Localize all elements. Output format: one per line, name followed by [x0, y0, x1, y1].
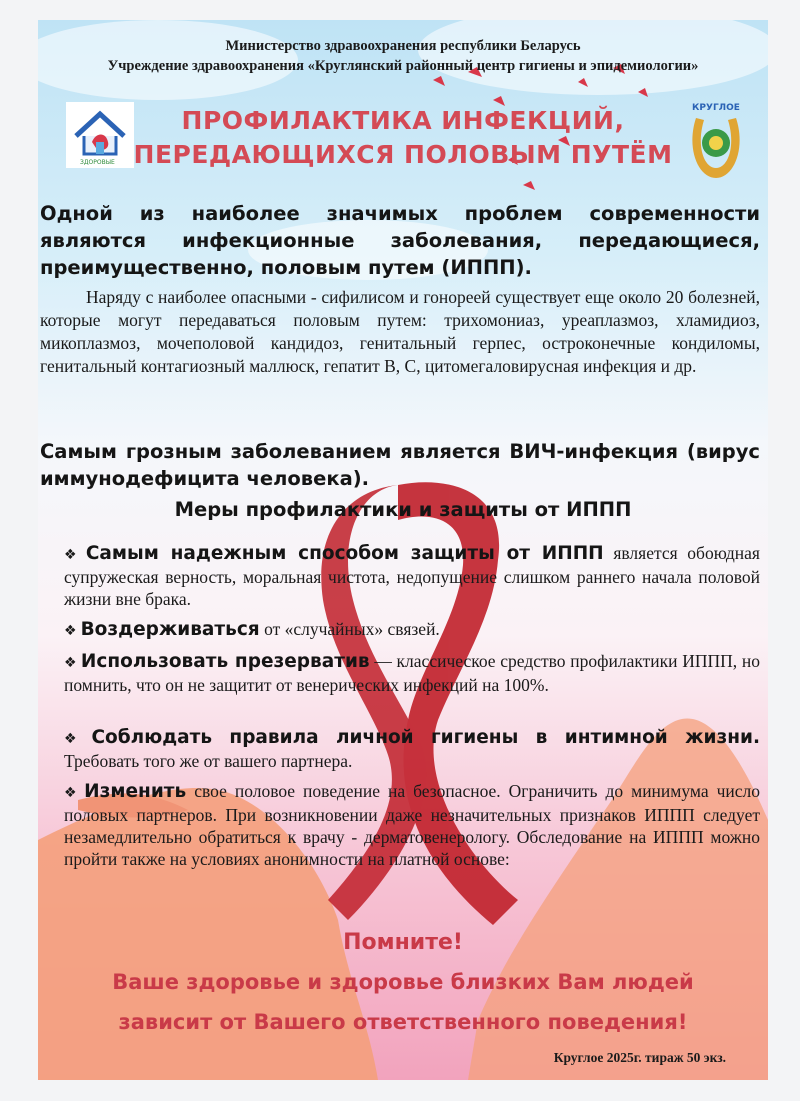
measures-heading: Меры профилактики и защиты от ИППП — [174, 498, 632, 521]
measure-text: свое половое поведение на безопасное. Ограничить до минимума число половых партнеров. При возникновении даже незначительных признаков ИППП следует незамедлительно обратиться к врачу - дерматовенерологу. Обследование на ИППП можно пройти также на условиях анонимности на платной основе: — [64, 781, 760, 869]
diamond-bullet-icon: ❖ — [64, 547, 82, 563]
diamond-bullet-icon: ❖ — [64, 785, 81, 801]
intro-paragraph: Наряду с наиболее опасными - сифилисом и гонореей существует еще около 20 болезней, которые могут передаваться половым путем: трихомониаз, уреаплазмоз, хламидиоз, микоплазмоз, мочеполовой кандидоз, генитальный герпес, остроконечные кондиломы, генитальный контагиозный маллюск, гепатит В, С, цитомегаловирусная инфекция и др. — [40, 287, 760, 376]
institution-line: Учреждение здравоохранения «Круглянский районный центр гигиены и эпидемиологии» — [107, 58, 699, 74]
poster — [38, 20, 768, 1080]
measure-lead: Изменить — [84, 781, 187, 802]
remember-heading: Помните! — [343, 930, 463, 955]
right-logo-text: КРУГЛОЕ — [692, 103, 740, 113]
diamond-bullet-icon: ❖ — [64, 731, 88, 747]
measure-lead: Самым надежным способом защиты от ИППП — [85, 543, 604, 564]
list-item — [64, 542, 760, 610]
measure-lead: Воздерживаться — [80, 619, 260, 640]
measure-text: является обоюдная супружеская верность, моральная чистота, недопущение слишком раннего начала половой жизни вне брака. — [64, 543, 760, 609]
list-item — [64, 650, 760, 696]
list-item — [64, 780, 760, 870]
intro-bold-paragraph: Одной из наиболее значимых проблем современности являются инфекционные заболевания, передающиеся, преимущественно, половым путем (ИППП). — [40, 202, 760, 279]
page-title-line2: ПЕРЕДАЮЩИХСЯ ПОЛОВЫМ ПУТЁМ — [133, 140, 673, 169]
measure-text: от «случайных» связей. — [259, 619, 440, 639]
page-title-line1: ПРОФИЛАКТИКА ИНФЕКЦИЙ, — [181, 106, 625, 135]
footer-imprint: Круглое 2025г. тираж 50 экз. — [553, 1050, 726, 1065]
hiv-paragraph: Самым грозным заболеванием является ВИЧ-инфекция (вирус иммунодефицита человека). — [40, 440, 760, 490]
closing-line1: Ваше здоровье и здоровье близких Вам людей — [112, 970, 694, 994]
closing-line2: зависит от Вашего ответственного поведения! — [118, 1010, 688, 1034]
diamond-bullet-icon: ❖ — [64, 655, 77, 671]
svg-text:ЗДОРОВЫЕ: ЗДОРОВЫЕ — [80, 159, 115, 166]
measure-lead: Соблюдать правила личной гигиены в интимной жизни. — [91, 727, 760, 748]
ministry-line: Министерство здравоохранения республики Беларусь — [225, 38, 581, 54]
list-item — [64, 618, 760, 642]
measure-lead: Использовать презерватив — [80, 651, 370, 672]
measure-text: — классическое средство профилактики ИППП, но помнить, что он не защитит от венерических инфекций на 100%. — [64, 651, 760, 695]
list-item — [64, 726, 760, 772]
diamond-bullet-icon: ❖ — [64, 623, 77, 639]
measure-text: Требовать того же от вашего партнера. — [64, 751, 353, 771]
